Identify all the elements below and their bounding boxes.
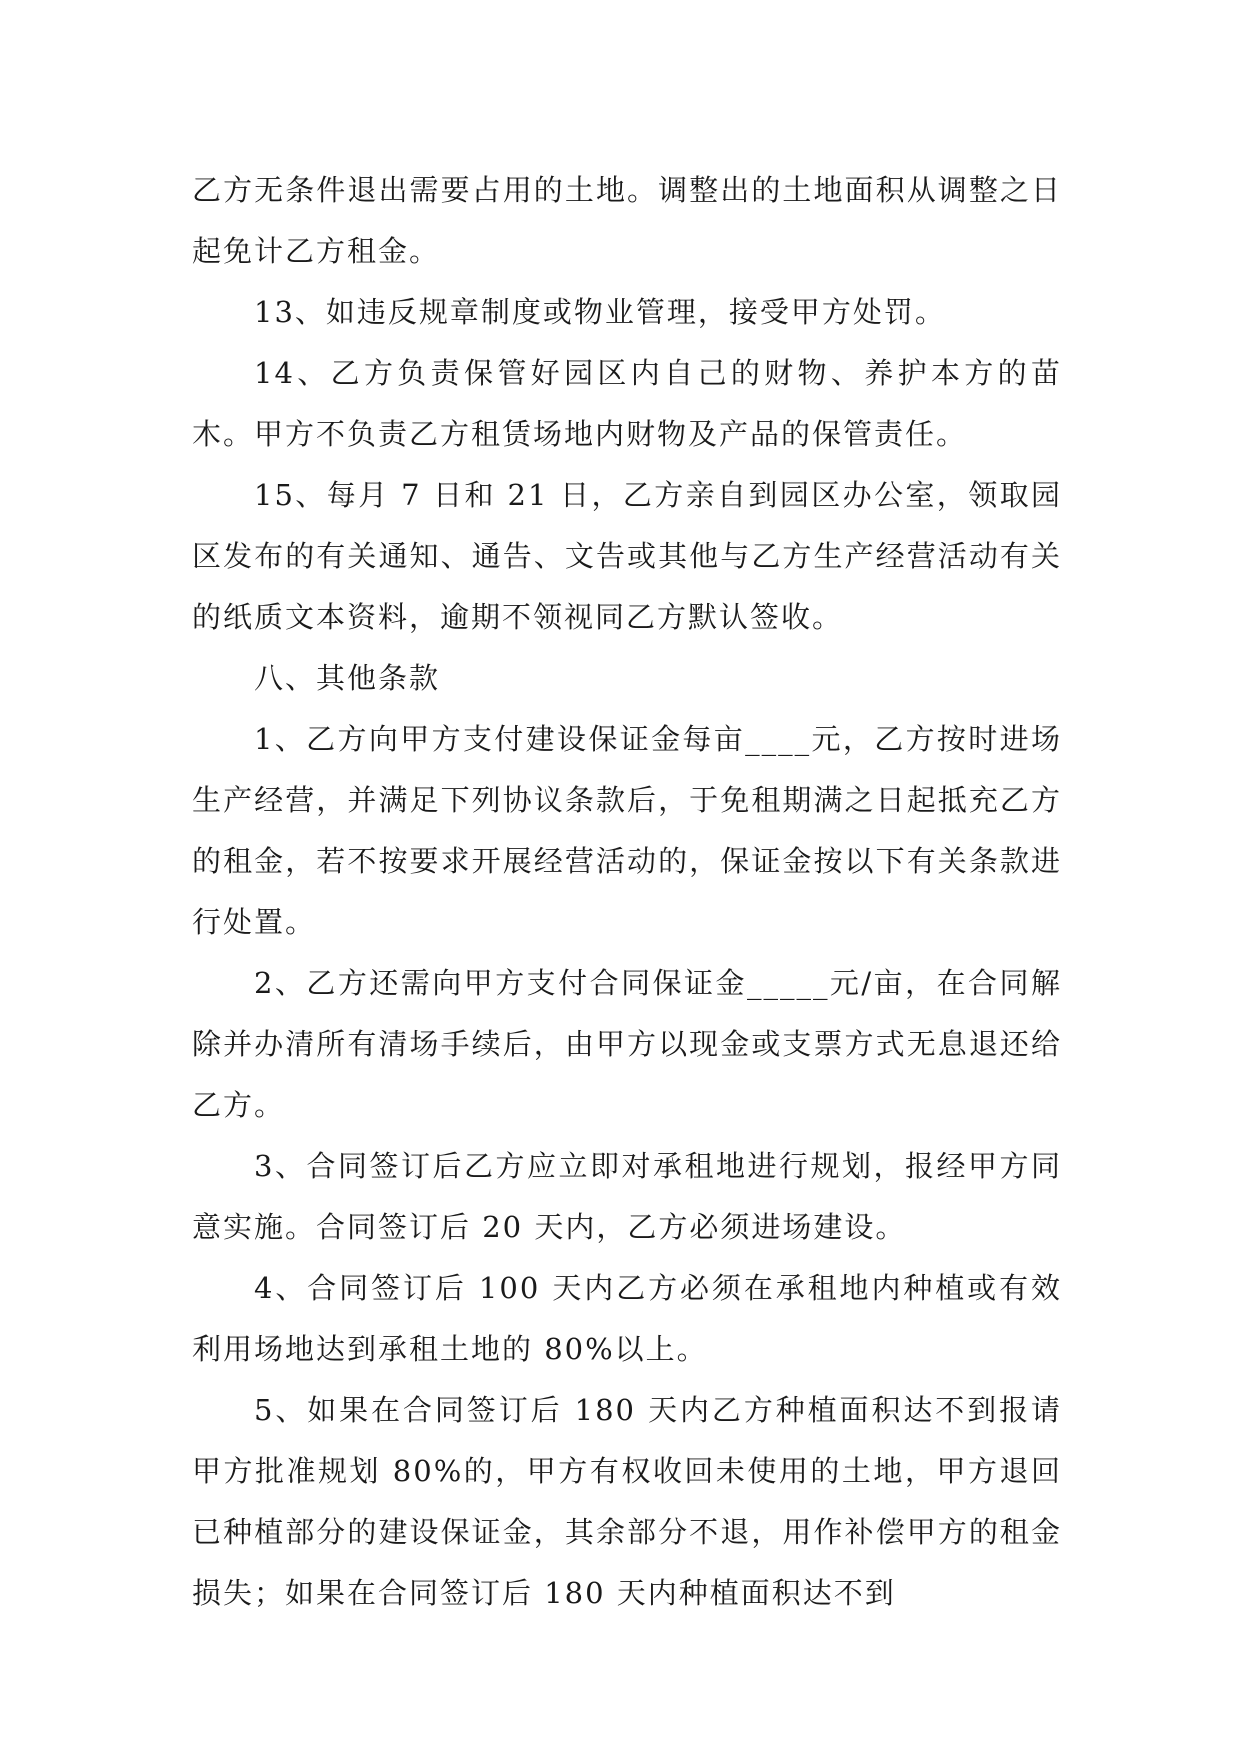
paragraph-continued: 乙方无条件退出需要占用的土地。调整出的土地面积从调整之日起免计乙方租金。 [192,173,1062,268]
paragraph-clause-14: 14、乙方负责保管好园区内自己的财物、养护本方的苗木。甲方不负责乙方租赁场地内财物及产品的保管责任。 [192,356,1062,451]
paragraph-term-3: 3、合同签订后乙方应立即对承租地进行规划，报经甲方同意实施。合同签订后 20 天内，乙方必须进场建设。 [192,1149,1062,1244]
document-body [192,160,1062,1624]
paragraph-term-4: 4、合同签订后 100 天内乙方必须在承租地内种植或有效利用场地达到承租土地的 80%以上。 [192,1271,1062,1366]
paragraph-clause-13: 13、如违反规章制度或物业管理，接受甲方处罚。 [254,295,946,329]
paragraph-clause-15: 15、每月 7 日和 21 日，乙方亲自到园区办公室，领取园区发布的有关通知、通告、文告或其他与乙方生产经营活动有关的纸质文本资料，逾期不领视同乙方默认签收。 [192,478,1062,634]
paragraph-term-5: 5、如果在合同签订后 180 天内乙方种植面积达不到报请甲方批准规划 80%的，甲方有权收回未使用的土地，甲方退回已种植部分的建设保证金，其余部分不退，用作补偿甲方的租金损失；如果在合同签订后 180 天内种植面积达不到 [192,1393,1062,1610]
section-heading-other-terms: 八、其他条款 [254,661,441,695]
paragraph-term-2: 2、乙方还需向甲方支付合同保证金_____元/亩，在合同解除并办清所有清场手续后，由甲方以现金或支票方式无息退还给乙方。 [192,966,1062,1122]
paragraph-term-1: 1、乙方向甲方支付建设保证金每亩____元，乙方按时进场生产经营，并满足下列协议条款后，于免租期满之日起抵充乙方的租金，若不按要求开展经营活动的，保证金按以下有关条款进行处置。 [192,722,1062,939]
